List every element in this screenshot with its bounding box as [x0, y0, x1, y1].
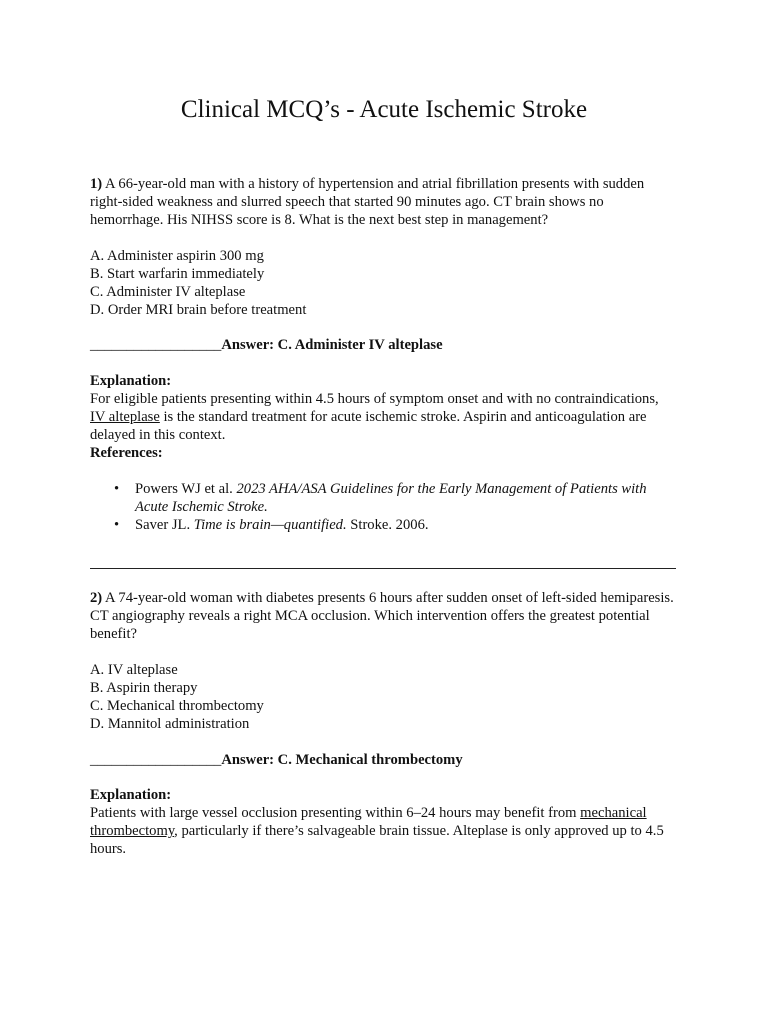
- reference-title: 2023 AHA/ASA Guidelines for the Early Management of Patients with Acute Ischemic Stroke.: [135, 481, 647, 515]
- explanation-post: is the standard treatment for acute ischemic stroke. Aspirin and anticoagulation are delayed in this context.: [90, 409, 647, 443]
- question-1-answer: [90, 336, 678, 354]
- option-d: D. Order MRI brain before treatment: [90, 302, 307, 318]
- question-1-options: [90, 247, 678, 319]
- question-2-options: [90, 661, 678, 733]
- option-a: A. Administer aspirin 300 mg: [90, 248, 264, 264]
- explanation-heading: Explanation:: [90, 373, 172, 389]
- option-b: B. Start warfarin immediately: [90, 266, 265, 282]
- reference-source: Stroke. 2006.: [346, 517, 429, 533]
- explanation-pre: Patients with large vessel occlusion presenting within 6–24 hours may benefit from: [90, 805, 581, 821]
- question-2-explanation: [90, 786, 678, 858]
- question-number: 1): [90, 176, 103, 192]
- references-list: [90, 480, 678, 534]
- question-text: A 66-year-old man with a history of hypertension and atrial fibrillation presents with sudden right-sided weakness and slurred speech that started 90 minutes ago. CT brain shows no hemorrhage. His NIHSS score is 8. What is the next best step in management?: [90, 176, 645, 228]
- option-b: B. Aspirin therapy: [90, 680, 198, 696]
- question-2-stem: [90, 589, 678, 643]
- explanation-text: [90, 390, 678, 444]
- option-a: A. IV alteplase: [90, 662, 178, 678]
- answer-text: Answer: C. Administer IV alteplase: [221, 337, 443, 353]
- reference-item: [90, 480, 678, 516]
- answer-blank: __________________: [90, 337, 222, 353]
- page-title: Clinical MCQ’s - Acute Ischemic Stroke: [180, 96, 588, 123]
- reference-item: [90, 516, 678, 534]
- question-2-answer: [90, 751, 678, 769]
- reference-title: Time is brain—quantified.: [193, 517, 347, 533]
- section-divider: [90, 568, 676, 569]
- option-d: D. Mannitol administration: [90, 716, 250, 732]
- explanation-text: [90, 804, 678, 858]
- option-c: C. Mechanical thrombectomy: [90, 698, 264, 714]
- explanation-link[interactable]: IV alteplase: [90, 409, 160, 425]
- explanation-post: , particularly if there’s salvageable brain tissue. Alteplase is only approved up to 4.5 hours.: [90, 823, 664, 857]
- question-1-explanation: [90, 372, 678, 462]
- explanation-link[interactable]: mechanical thrombectomy: [90, 805, 647, 839]
- question-number: 2): [90, 590, 103, 606]
- references-heading: References:: [90, 445, 163, 461]
- reference-author: Saver JL.: [135, 517, 194, 533]
- answer-text: Answer: C. Mechanical thrombectomy: [221, 752, 463, 768]
- question-1-stem: [90, 175, 678, 229]
- explanation-heading: Explanation:: [90, 787, 172, 803]
- reference-author: Powers WJ et al.: [135, 481, 237, 497]
- question-text: A 74-year-old woman with diabetes presents 6 hours after sudden onset of left-sided hemiparesis. CT angiography reveals a right MCA occlusion. Which intervention offers the greatest potential benefit?: [90, 590, 674, 642]
- explanation-pre: For eligible patients presenting within 4.5 hours of symptom onset and with no contraindications,: [90, 391, 659, 407]
- option-c: C. Administer IV alteplase: [90, 284, 246, 300]
- answer-blank: __________________: [90, 752, 222, 768]
